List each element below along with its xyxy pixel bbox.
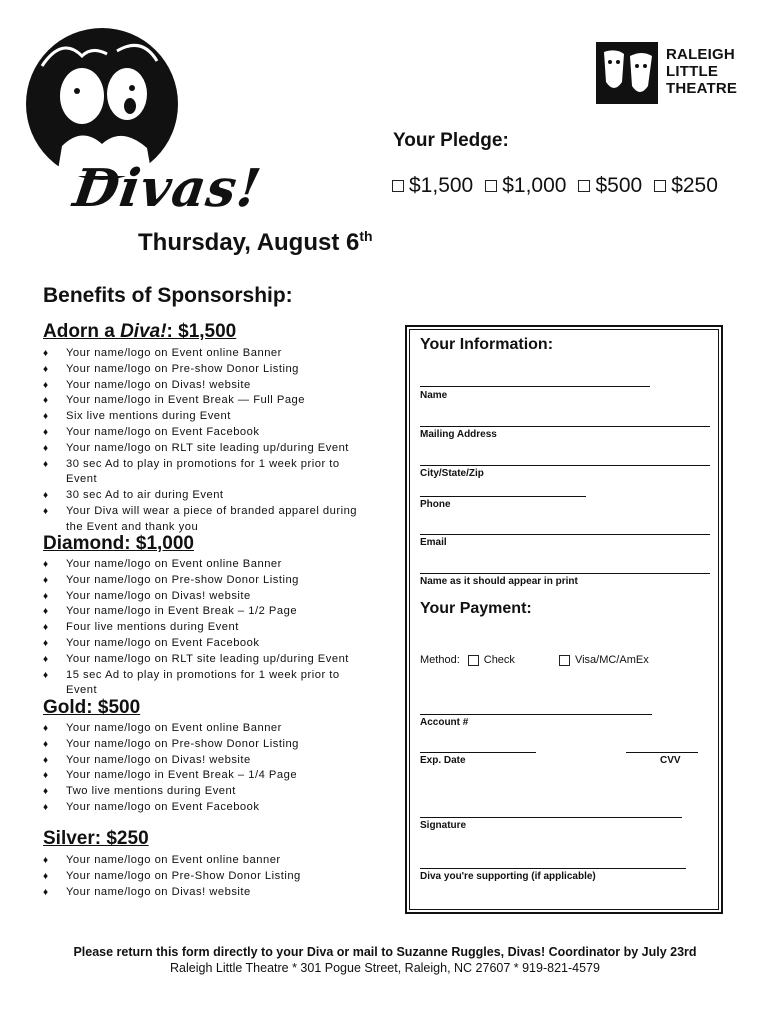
checkbox-icon[interactable] [654,180,666,192]
rlt-wordmark [666,46,737,97]
exp-date-field[interactable] [420,752,536,753]
method-label: Method: [420,654,460,666]
payment-heading: Your Payment: [420,600,532,617]
print-name-field[interactable] [420,573,710,574]
benefit-list-diamond [43,557,363,699]
pledge-title: Your Pledge: [393,130,509,151]
list-item: ♦ Your name/logo in Event Break — Full Page [43,393,363,409]
pledge-option-1500[interactable]: $1,500 [392,174,473,198]
email-label: Email [420,537,447,548]
benefit-list-adorn [43,346,363,536]
rlt-line: LITTLE [666,63,719,80]
signature-field[interactable] [420,817,682,818]
mailing-address-label: Mailing Address [420,429,497,440]
list-item: ♦ Your name/logo on Event online Banner [43,721,363,737]
payment-method [420,654,649,666]
card-label: Visa/MC/AmEx [574,654,649,666]
account-number-label: Account # [420,717,469,728]
checkbox-icon[interactable] [392,180,404,192]
tier-title-adorn: Adorn a Diva!: $1,500 [43,321,237,342]
list-item: ♦ Six live mentions during Event [43,409,363,425]
city-state-zip-label: City/State/Zip [420,468,484,479]
raleigh-little-theatre-logo [596,42,736,106]
list-item: ♦ 30 sec Ad to play in promotions for 1 week prior to Event [43,457,363,489]
rlt-line: RALEIGH [666,46,735,63]
list-item: ♦ Your name/logo on Event online Banner [43,557,363,573]
email-field[interactable] [420,534,710,535]
checkbox-icon[interactable] [485,180,497,192]
tier-title-diamond: Diamond: $1,000 [43,533,194,554]
list-item: ♦ Your name/logo on Pre-show Donor Listing [43,362,363,378]
list-item: ♦ Your name/logo on RLT site leading up/during Event [43,441,363,457]
benefits-title: Benefits of Sponsorship: [43,284,293,307]
check-label: Check [483,654,515,666]
list-item: ♦ Your name/logo on Event Facebook [43,800,363,816]
footer-instructions: Please return this form directly to your Diva or mail to Suzanne Ruggles, Divas! Coordinator by July 23rd [73,945,697,959]
diva-supporting-label: Diva you're supporting (if applicable) [420,871,596,882]
list-item: ♦ Your name/logo on Divas! website [43,589,363,605]
account-number-field[interactable] [420,714,652,715]
benefit-list-gold [43,721,363,816]
list-item: ♦ Your name/logo on Event online banner [43,853,363,869]
list-item: ♦ Two live mentions during Event [43,784,363,800]
pledge-option-250[interactable]: $250 [654,174,718,198]
diva-supporting-field[interactable] [420,868,686,869]
list-item: ♦ Your name/logo on Event online Banner [43,346,363,362]
city-state-zip-field[interactable] [420,465,710,466]
pledge-options [392,174,718,198]
mailing-address-field[interactable] [420,426,710,427]
checkbox-icon[interactable] [578,180,590,192]
list-item: ♦ Your name/logo on Pre-show Donor Listing [43,573,363,589]
cvv-label: CVV [660,755,681,766]
cvv-field[interactable] [626,752,698,753]
list-item: ♦ Your name/logo on Divas! website [43,753,363,769]
pledge-option-500[interactable]: $500 [578,174,642,198]
pledge-option-1000[interactable]: $1,000 [485,174,566,198]
list-item: ♦ 30 sec Ad to air during Event [43,488,363,504]
information-form-inner [409,329,719,910]
signature-label: Signature [420,820,467,831]
tier-title-gold: Gold: $500 [43,697,141,718]
list-item: ♦ Your name/logo on Divas! website [43,885,363,901]
list-item: ♦ Your name/logo on Event Facebook [43,636,363,652]
list-item: ♦ 15 sec Ad to play in promotions for 1 week prior to Event [43,668,363,700]
card-checkbox[interactable] [559,655,570,666]
event-date: Thursday, August 6th [138,228,373,256]
print-name-label: Name as it should appear in print [420,576,578,587]
divas-logo [22,26,266,226]
footer-address: Raleigh Little Theatre * 301 Pogue Street, Raleigh, NC 27607 * 919-821-4579 [170,961,600,975]
phone-label: Phone [420,499,451,510]
divas-wordmark: Divas! [69,158,266,219]
footer [0,944,770,976]
tier-title-silver: Silver: $250 [43,828,149,849]
theatre-masks-icon [596,42,658,104]
list-item: ♦ Your name/logo on RLT site leading up/during Event [43,652,363,668]
name-field[interactable] [420,386,650,387]
list-item: ♦ Your name/logo on Divas! website [43,378,363,394]
list-item: ♦ Your name/logo on Pre-Show Donor Listing [43,869,363,885]
phone-field[interactable] [420,496,586,497]
list-item: ♦ Your name/logo on Pre-show Donor Listing [43,737,363,753]
exp-date-label: Exp. Date [420,755,466,766]
benefit-list-silver [43,853,363,900]
name-label: Name [420,390,448,401]
list-item: ♦ Your name/logo on Event Facebook [43,425,363,441]
list-item: ♦ Your Diva will wear a piece of branded apparel during the Event and thank you [43,504,363,536]
list-item: ♦ Your name/logo in Event Break – 1/4 Page [43,768,363,784]
check-checkbox[interactable] [468,655,479,666]
information-form [405,325,723,914]
list-item: ♦ Four live mentions during Event [43,620,363,636]
list-item: ♦ Your name/logo in Event Break – 1/2 Page [43,604,363,620]
rlt-line: THEATRE [666,80,738,97]
info-heading: Your Information: [420,336,554,353]
